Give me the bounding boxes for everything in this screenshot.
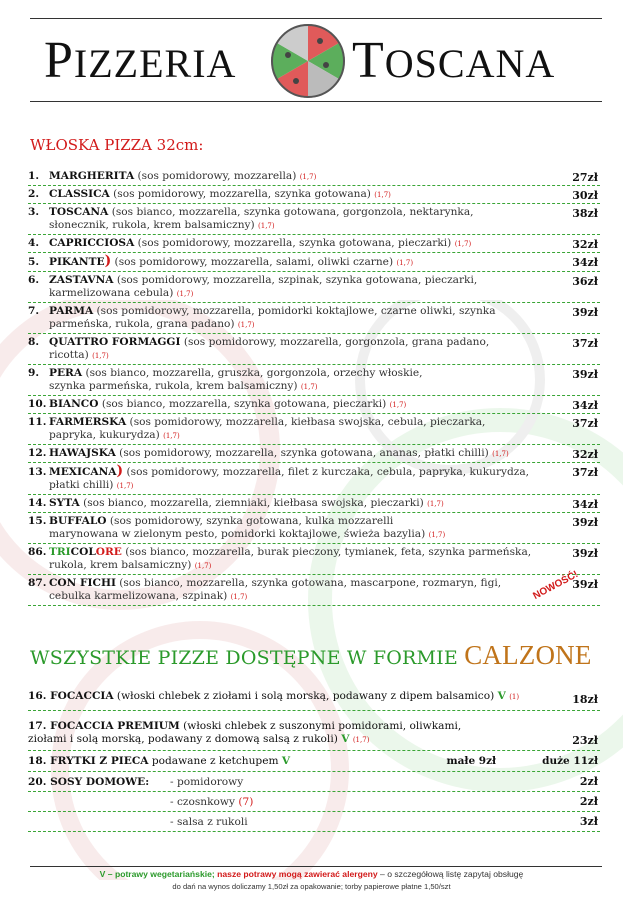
item-name: HAWAJSKA	[49, 447, 116, 459]
pizza-logo-icon	[270, 23, 346, 99]
spicy-mark-icon: )	[104, 253, 112, 269]
list-item	[28, 168, 600, 186]
price: 38zł	[572, 207, 598, 220]
list-item	[28, 414, 600, 445]
item-description-line2	[28, 380, 560, 394]
item-description: (sos pomidorowy, mozzarella, szynka gotowana, pieczarki)	[134, 237, 455, 249]
item-number: 13.	[28, 466, 47, 478]
item-description: ricotta)	[49, 349, 93, 361]
item-number: 10.	[28, 398, 47, 410]
item-number: 12.	[28, 447, 47, 459]
spicy-mark-icon: )	[116, 463, 124, 479]
item-name: PIKANTE	[49, 256, 105, 268]
allergen-codes: (1,7)	[163, 432, 180, 440]
list-item	[28, 513, 600, 544]
price: 37zł	[572, 417, 598, 430]
footer-divider	[30, 866, 602, 867]
price: 39zł	[572, 547, 598, 560]
price: 27zł	[572, 171, 598, 184]
allergen-codes: (1,7)	[258, 222, 275, 230]
list-item	[28, 396, 600, 414]
item-description-line2	[28, 528, 560, 542]
price: 39zł	[572, 306, 598, 319]
sauces-list	[28, 772, 600, 832]
allergen-codes: (1,7)	[230, 593, 248, 601]
price: 30zł	[572, 189, 598, 202]
item-description: słonecznik, rukola, krem balsamiczny)	[49, 219, 259, 231]
item-description-line2	[28, 429, 560, 443]
item-description: płatki chilli)	[49, 479, 117, 491]
title-toscana: TOSCANA	[352, 32, 556, 89]
item-description-line2	[28, 287, 560, 301]
allergen-codes: (1,7)	[176, 290, 194, 298]
item-description-line2	[28, 590, 560, 604]
item-number: 8.	[28, 336, 40, 348]
list-item	[28, 235, 600, 253]
item-description-line2	[28, 349, 560, 363]
item-description: (sos pomidorowy, mozzarella)	[134, 170, 300, 182]
item-number: 5.	[28, 256, 40, 268]
item-number: 4.	[28, 237, 40, 249]
item-name: TRICOLORE	[49, 546, 122, 558]
item-description: (sos bianco, mozzarella, szynka gotowana, gorgonzola, nektarynka,	[108, 206, 474, 218]
price: 34zł	[572, 256, 598, 269]
item-name: PERA	[49, 367, 83, 379]
allergen-codes: (1,7)	[492, 450, 509, 458]
price: 32zł	[572, 238, 598, 251]
sauce-name-text: - salsa z rukoli	[170, 816, 248, 828]
list-item	[28, 186, 600, 204]
item-description: (sos pomidorowy, mozzarella, szynka gotowana)	[109, 188, 375, 200]
price: 2zł	[579, 775, 598, 788]
item-description: szynka parmeńska, rukola, krem balsamiczny)	[49, 380, 301, 392]
allergen-codes: (1,7)	[374, 191, 391, 199]
sauce-name	[170, 772, 243, 792]
item-description: (sos bianco, mozzarella, ziemniaki, kiełbasa swojska, pieczarki)	[79, 497, 428, 509]
price: 3zł	[579, 815, 598, 828]
list-item	[28, 463, 600, 495]
item-number: 7.	[28, 305, 40, 317]
sauces-label: 20. SOSY DOMOWE:	[28, 776, 150, 788]
title-pizzeria: PIZZERIA	[44, 32, 237, 89]
list-item: 17. FOCACCIA PREMIUM (włoski chlebek z suszonymi pomidorami, oliwkami, ziołami i solą morską, podawany z domową salsą z rukoli) V (1,7) 23zł	[28, 711, 600, 751]
item-description: cebulka karmelizowana, szpinak)	[49, 590, 231, 602]
allergen-codes: (1,7)	[454, 240, 472, 248]
item-number: 1.	[28, 170, 40, 182]
item-description: papryka, kukurydza)	[49, 429, 164, 441]
list-item: 18. FRYTKI Z PIECA podawane z ketchupem V małe 9zł duże 11zł	[28, 751, 600, 772]
allergen-codes: (1,7)	[116, 482, 134, 490]
item-description: (sos bianco, mozzarella, gruszka, gorgonzola, orzechy włoskie,	[82, 367, 423, 379]
list-item	[28, 445, 600, 463]
price: 34zł	[572, 498, 598, 511]
list-item	[28, 792, 600, 812]
item-number: 6.	[28, 274, 40, 286]
item-number: 11.	[28, 416, 47, 428]
allergen-codes: (1,7)	[300, 383, 318, 391]
item-name: CON FICHI	[49, 577, 116, 589]
item-name: QUATTRO FORMAGGI	[49, 336, 181, 348]
allergen-codes: (1,7)	[92, 352, 109, 360]
item-name: PARMA	[49, 305, 94, 317]
item-description: (sos pomidorowy, mozzarella, gorgonzola, grana padano,	[180, 336, 490, 348]
item-description: (sos pomidorowy, mozzarella, pomidorki koktajlowe, czarne oliwki, szynka	[93, 305, 496, 317]
item-description: karmelizowana cebula)	[49, 287, 177, 299]
price: 2zł	[579, 795, 598, 808]
item-description: (sos pomidorowy, mozzarella, salami, oliwki czarne)	[111, 256, 397, 268]
price-small: małe 9zł	[446, 755, 497, 767]
allergen-codes: (1,7)	[428, 531, 446, 539]
item-name: ZASTAVNA	[49, 274, 114, 286]
allergen-codes: (1,7)	[194, 562, 212, 570]
item-description: rukola, krem balsamiczny)	[49, 559, 195, 571]
item-number: 3.	[28, 206, 40, 218]
item-name: SYTA	[49, 497, 80, 509]
list-item	[28, 365, 600, 396]
list-item	[28, 772, 600, 792]
item-description-line2	[28, 219, 560, 233]
allergen-codes: (1,7)	[389, 401, 407, 409]
item-number: 86.	[28, 546, 47, 558]
allergen-codes: (1,7)	[427, 500, 444, 508]
price: 39zł	[572, 516, 598, 529]
item-name: CAPRICCIOSA	[49, 237, 135, 249]
price: 39zł	[572, 578, 598, 591]
price: 23zł	[572, 734, 598, 747]
pizza-menu-list	[28, 168, 600, 606]
item-number: 9.	[28, 367, 40, 379]
item-name: BUFFALO	[49, 515, 107, 527]
list-item	[28, 334, 600, 365]
price: 39zł	[572, 368, 598, 381]
price: 36zł	[572, 275, 598, 288]
item-description: marynowana w zielonym pesto, pomidorki koktajlowe, świeża bazylia)	[49, 528, 429, 540]
footer-packaging-note: do dań na wynos doliczamy 1,50zł za opakowanie; torby papierowe płatne 1,50/szt	[172, 882, 451, 891]
list-item	[28, 204, 600, 235]
item-name: CLASSICA	[49, 188, 110, 200]
list-item: 16. FOCACCIA (włoski chlebek z ziołami i solą morską, podawany z dipem balsamico) V (1) 18zł	[28, 684, 600, 711]
allergen-codes: (1,7)	[299, 173, 317, 181]
item-description: (sos pomidorowy, mozzarella, kiełbasa swojska, cebula, pieczarka,	[126, 416, 486, 428]
price: 37zł	[572, 337, 598, 350]
calzone-banner: WSZYSTKIE PIZZE DOSTĘPNE W FORMIE CALZONE	[30, 640, 592, 670]
sauce-name	[170, 792, 253, 812]
sauce-name	[170, 812, 248, 832]
menu-header	[30, 18, 602, 102]
item-name: FARMERSKA	[49, 416, 127, 428]
price: 32zł	[572, 448, 598, 461]
item-name: TOSCANA	[49, 206, 109, 218]
item-description: (sos pomidorowy, mozzarella, szynka gotowana, ananas, płatki chilli)	[115, 447, 493, 459]
section-title: WŁOSKA PIZZA 32cm:	[30, 136, 204, 154]
list-item	[28, 544, 600, 575]
price: 37zł	[572, 466, 598, 479]
item-name: MARGHERITA	[49, 170, 135, 182]
sauce-name-text: - czosnkowy	[170, 796, 239, 808]
item-description: (sos bianco, mozzarella, szynka gotowana, mascarpone, rozmaryn, figi,	[115, 577, 502, 589]
list-item	[28, 495, 600, 513]
item-number: 14.	[28, 497, 47, 509]
item-description-line2	[28, 559, 560, 573]
item-name: MEXICANA	[49, 466, 117, 478]
list-item	[28, 812, 600, 832]
item-description: (sos bianco, mozzarella, szynka gotowana, pieczarki)	[98, 398, 390, 410]
item-description: (sos pomidorowy, szynka gotowana, kulka mozzarelli	[106, 515, 394, 527]
item-description-line2	[28, 318, 560, 332]
price: 18zł	[572, 693, 598, 706]
item-number: 2.	[28, 188, 40, 200]
list-item	[28, 272, 600, 303]
price-large: duże 11zł	[542, 755, 598, 767]
list-item	[28, 303, 600, 334]
item-description: parmeńska, rukola, grana padano)	[49, 318, 238, 330]
item-number: 87.	[28, 577, 47, 589]
new-badge: NOWOŚĆ!	[530, 569, 580, 602]
footer-allergens-note: V – potrawy wegetariańskie; nasze potrawy mogą zawierać alergeny – o szczegółową listę zapytaj obsługę	[99, 869, 524, 879]
allergen-codes: (7)	[238, 796, 254, 808]
item-description: (sos pomidorowy, mozzarella, filet z kurczaka, cebula, papryka, kukurydza,	[123, 466, 530, 478]
list-item	[28, 253, 600, 272]
item-description-line2	[28, 479, 560, 493]
price: 34zł	[572, 399, 598, 412]
item-name: BIANCO	[49, 398, 99, 410]
allergen-codes: (1,7)	[396, 259, 414, 267]
item-description: (sos bianco, mozzarella, burak pieczony, tymianek, feta, szynka parmeńska,	[121, 546, 532, 558]
extras-list	[28, 684, 600, 832]
allergen-codes: (1,7)	[237, 321, 255, 329]
list-item	[28, 569, 600, 606]
item-number: 15.	[28, 515, 47, 527]
item-description: (sos pomidorowy, mozzarella, szpinak, szynka gotowana, pieczarki,	[113, 274, 478, 286]
sauce-name-text: - pomidorowy	[170, 776, 244, 788]
